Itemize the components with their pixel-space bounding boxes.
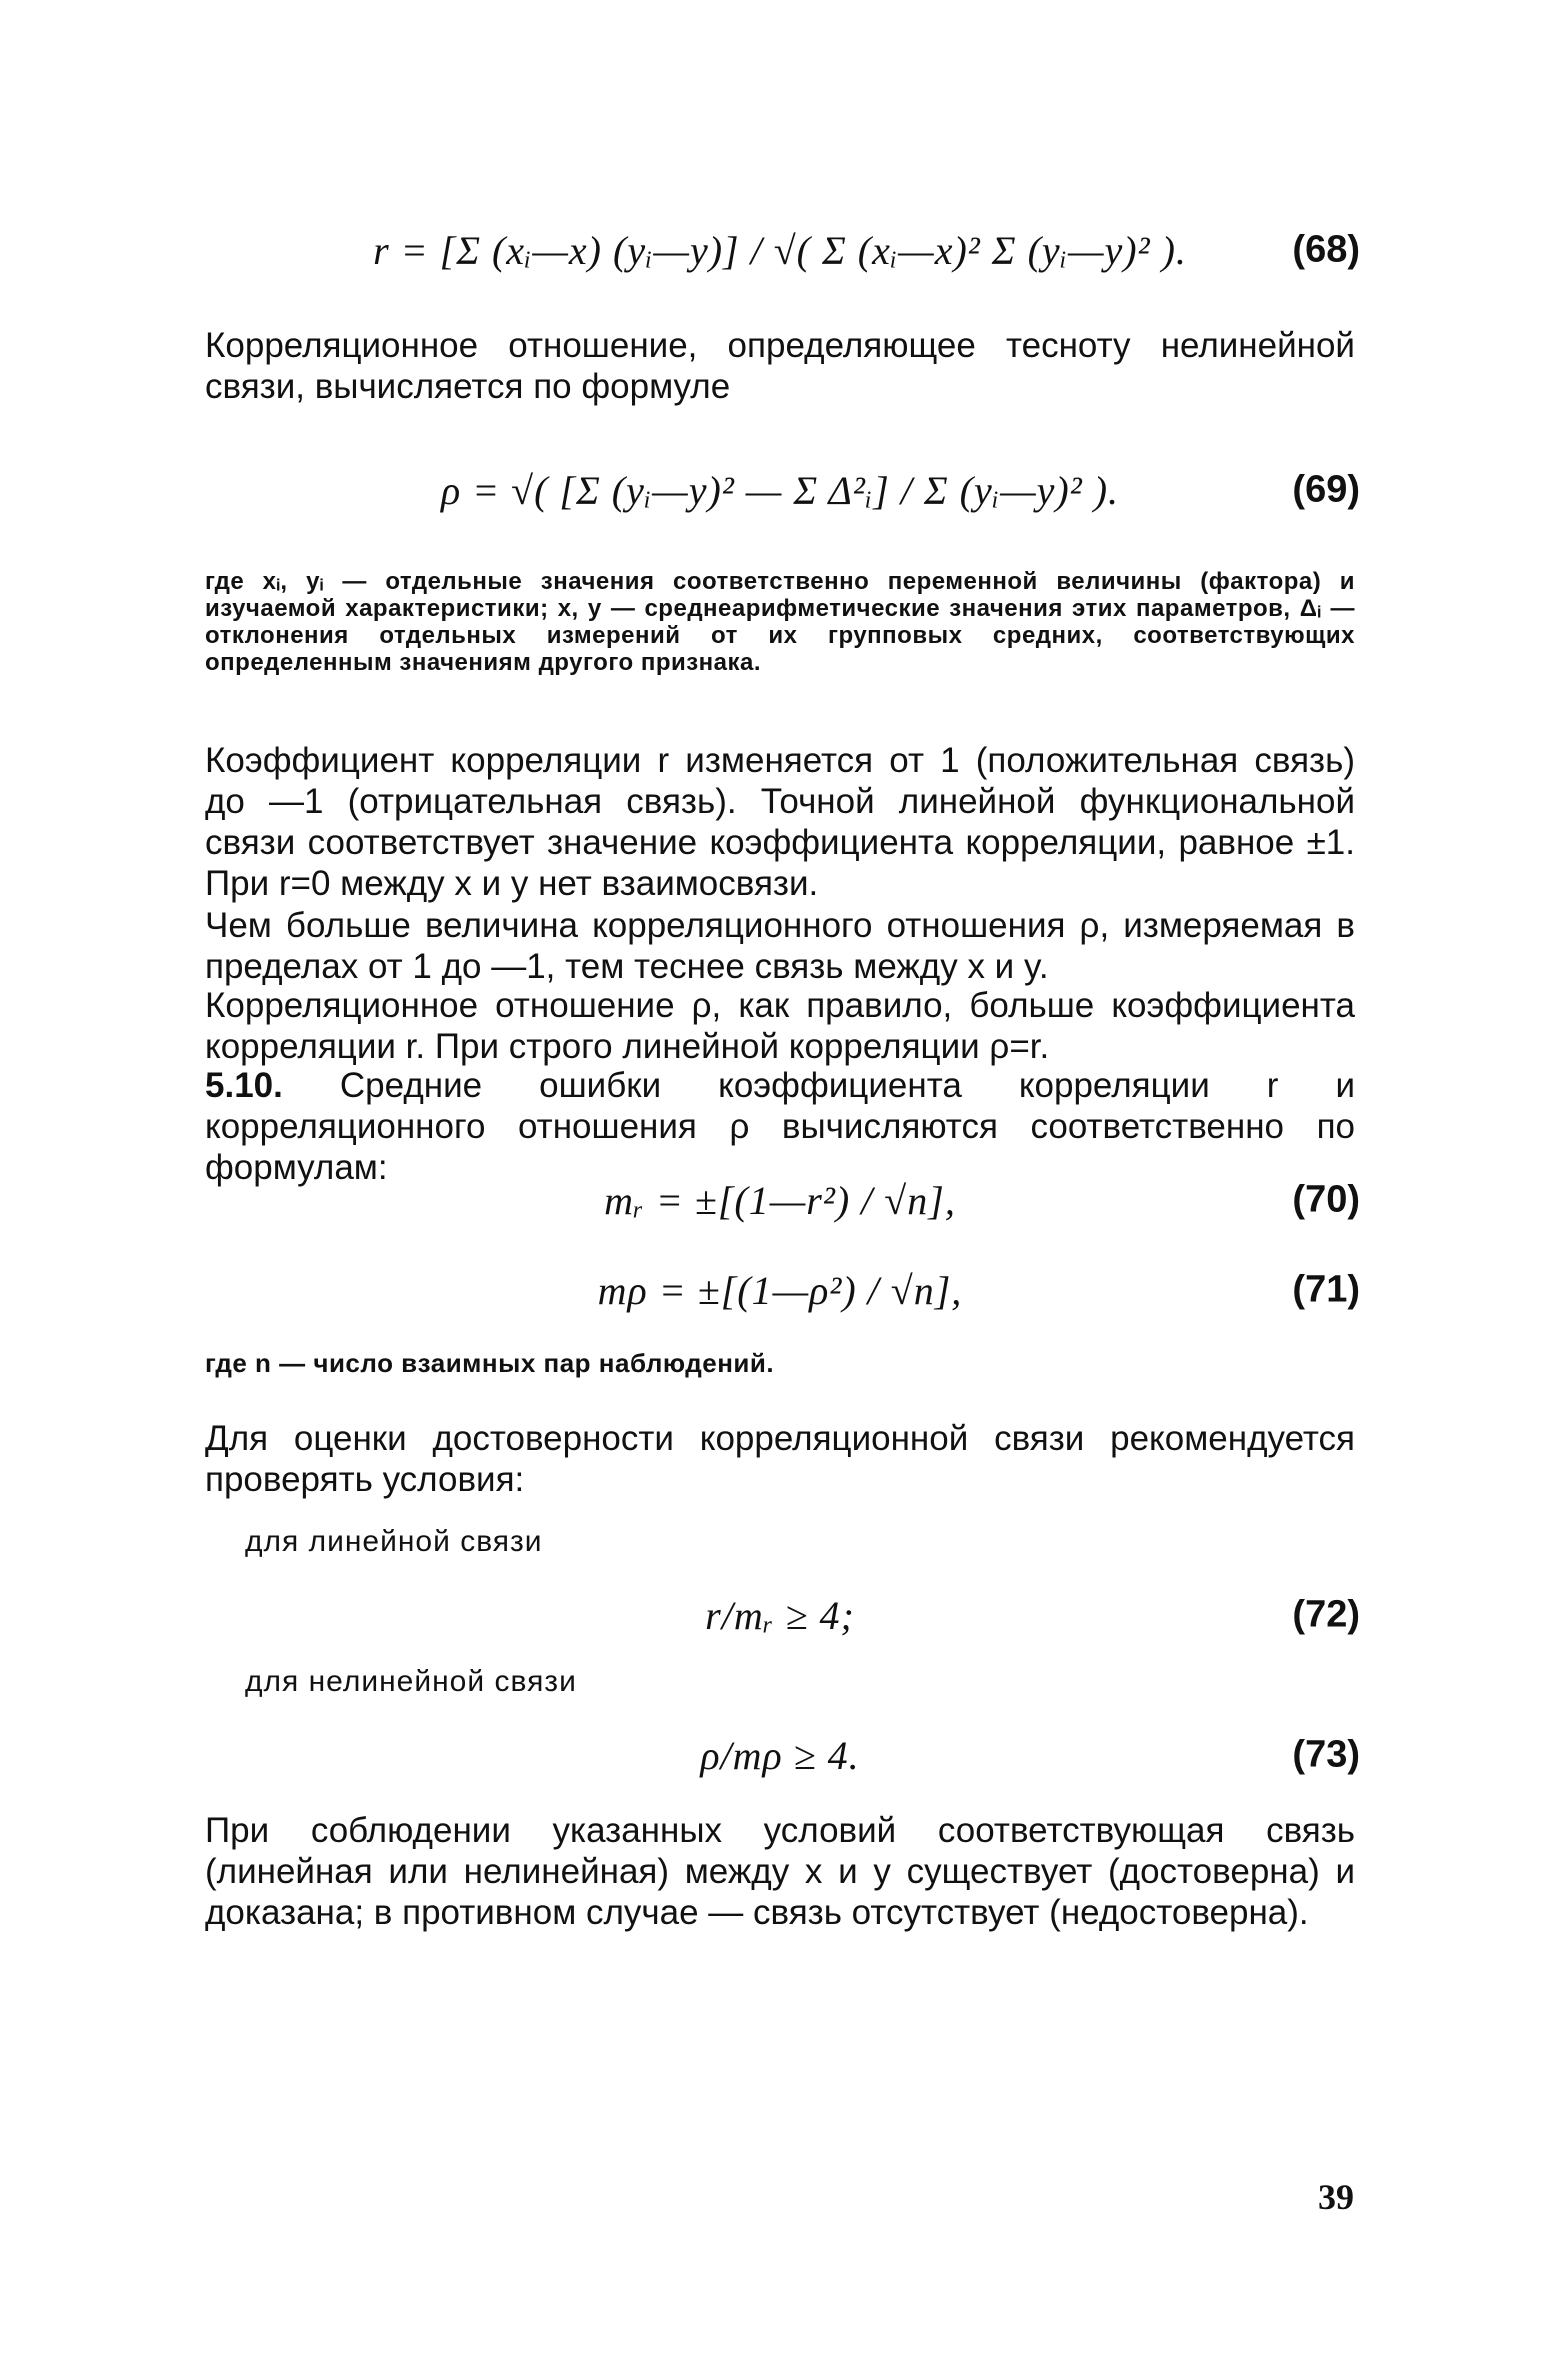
equation-number-71: (71) bbox=[1292, 1268, 1360, 1311]
equation-number-68: (68) bbox=[1292, 228, 1360, 271]
equation-number-73: (73) bbox=[1292, 1733, 1360, 1776]
formula-73-text: ρ/mρ ≥ 4. bbox=[700, 1732, 860, 1778]
formula-71-text: mρ = ±[(1—ρ²) / √n], bbox=[597, 1267, 963, 1313]
label-linear: для линейной связи bbox=[245, 1525, 543, 1558]
label-nonlinear: для нелинейной связи bbox=[245, 1665, 577, 1698]
paragraph-coefficient: Коэффициент корреляции r изменяется от 1 (положительная связь) до —1 (отрицательная связь). Точной линейной функциональной связи соответствует значение коэффициента корреляции, равное ±1. При r=0 между x и y нет взаимосвязи. bbox=[205, 741, 1355, 903]
formula-69-text: ρ = √( [Σ (yᵢ—y)² — Σ Δ²ᵢ] / Σ (yᵢ—y)² ). bbox=[440, 467, 1120, 513]
formula-72-text: r/mᵣ ≥ 4; bbox=[705, 1592, 855, 1638]
equation-number-69: (69) bbox=[1292, 468, 1360, 511]
page-number: 39 bbox=[1318, 2177, 1354, 2217]
note-where-definitions: где xᵢ, yᵢ — отдельные значения соответственно переменной величины (фактора) и изучаемой характеристики; x, y — среднеарифметические значения этих параметров, Δᵢ — отклонения отдельных измерений от их групповых средних, соответствующих определенным значениям другого признака. bbox=[205, 568, 1355, 676]
equation-number-72: (72) bbox=[1292, 1593, 1360, 1636]
note-n-definition: где n — число взаимных пар наблюдений. bbox=[205, 1348, 775, 1378]
formula-70 bbox=[200, 1165, 1360, 1235]
paragraph-correlation-ratio: Корреляционное отношение, определяющее тесноту нелинейной связи, вычисляется по формуле bbox=[205, 326, 1355, 406]
formula-72 bbox=[200, 1580, 1360, 1650]
formula-68-text: r = [Σ (xᵢ—x) (yᵢ—y)] / √( Σ (xᵢ—x)² Σ (yᵢ—y)² ). bbox=[373, 227, 1187, 273]
formula-68 bbox=[200, 200, 1360, 300]
section-number: 5.10. bbox=[205, 1066, 283, 1105]
formula-69 bbox=[200, 440, 1360, 540]
formula-70-text: mᵣ = ±[(1—r²) / √n], bbox=[604, 1177, 956, 1223]
paragraph-ratio-greater: Корреляционное отношение ρ, как правило, больше коэффициента корреляции r. При строго линейной корреляции ρ=r. bbox=[205, 986, 1355, 1066]
formula-73 bbox=[200, 1720, 1360, 1790]
paragraph-reliability: Для оценки достоверности корреляционной связи рекомендуется проверять условия: bbox=[205, 1419, 1355, 1499]
equation-number-70: (70) bbox=[1292, 1178, 1360, 1221]
section-text: Средние ошибки коэффициента корреляции r и корреляционного отношения ρ вычисляются соответственно по формулам: bbox=[205, 1066, 1355, 1187]
paragraph-final: При соблюдении указанных условий соответствующая связь (линейная или нелинейная) между x и y существует (достоверна) и доказана; в противном случае — связь отсутствует (недостоверна). bbox=[205, 1811, 1355, 1932]
formula-71 bbox=[200, 1255, 1360, 1325]
paragraph-ratio-range: Чем больше величина корреляционного отношения ρ, измеряемая в пределах от 1 до —1, тем теснее связь между x и y. bbox=[205, 906, 1355, 986]
